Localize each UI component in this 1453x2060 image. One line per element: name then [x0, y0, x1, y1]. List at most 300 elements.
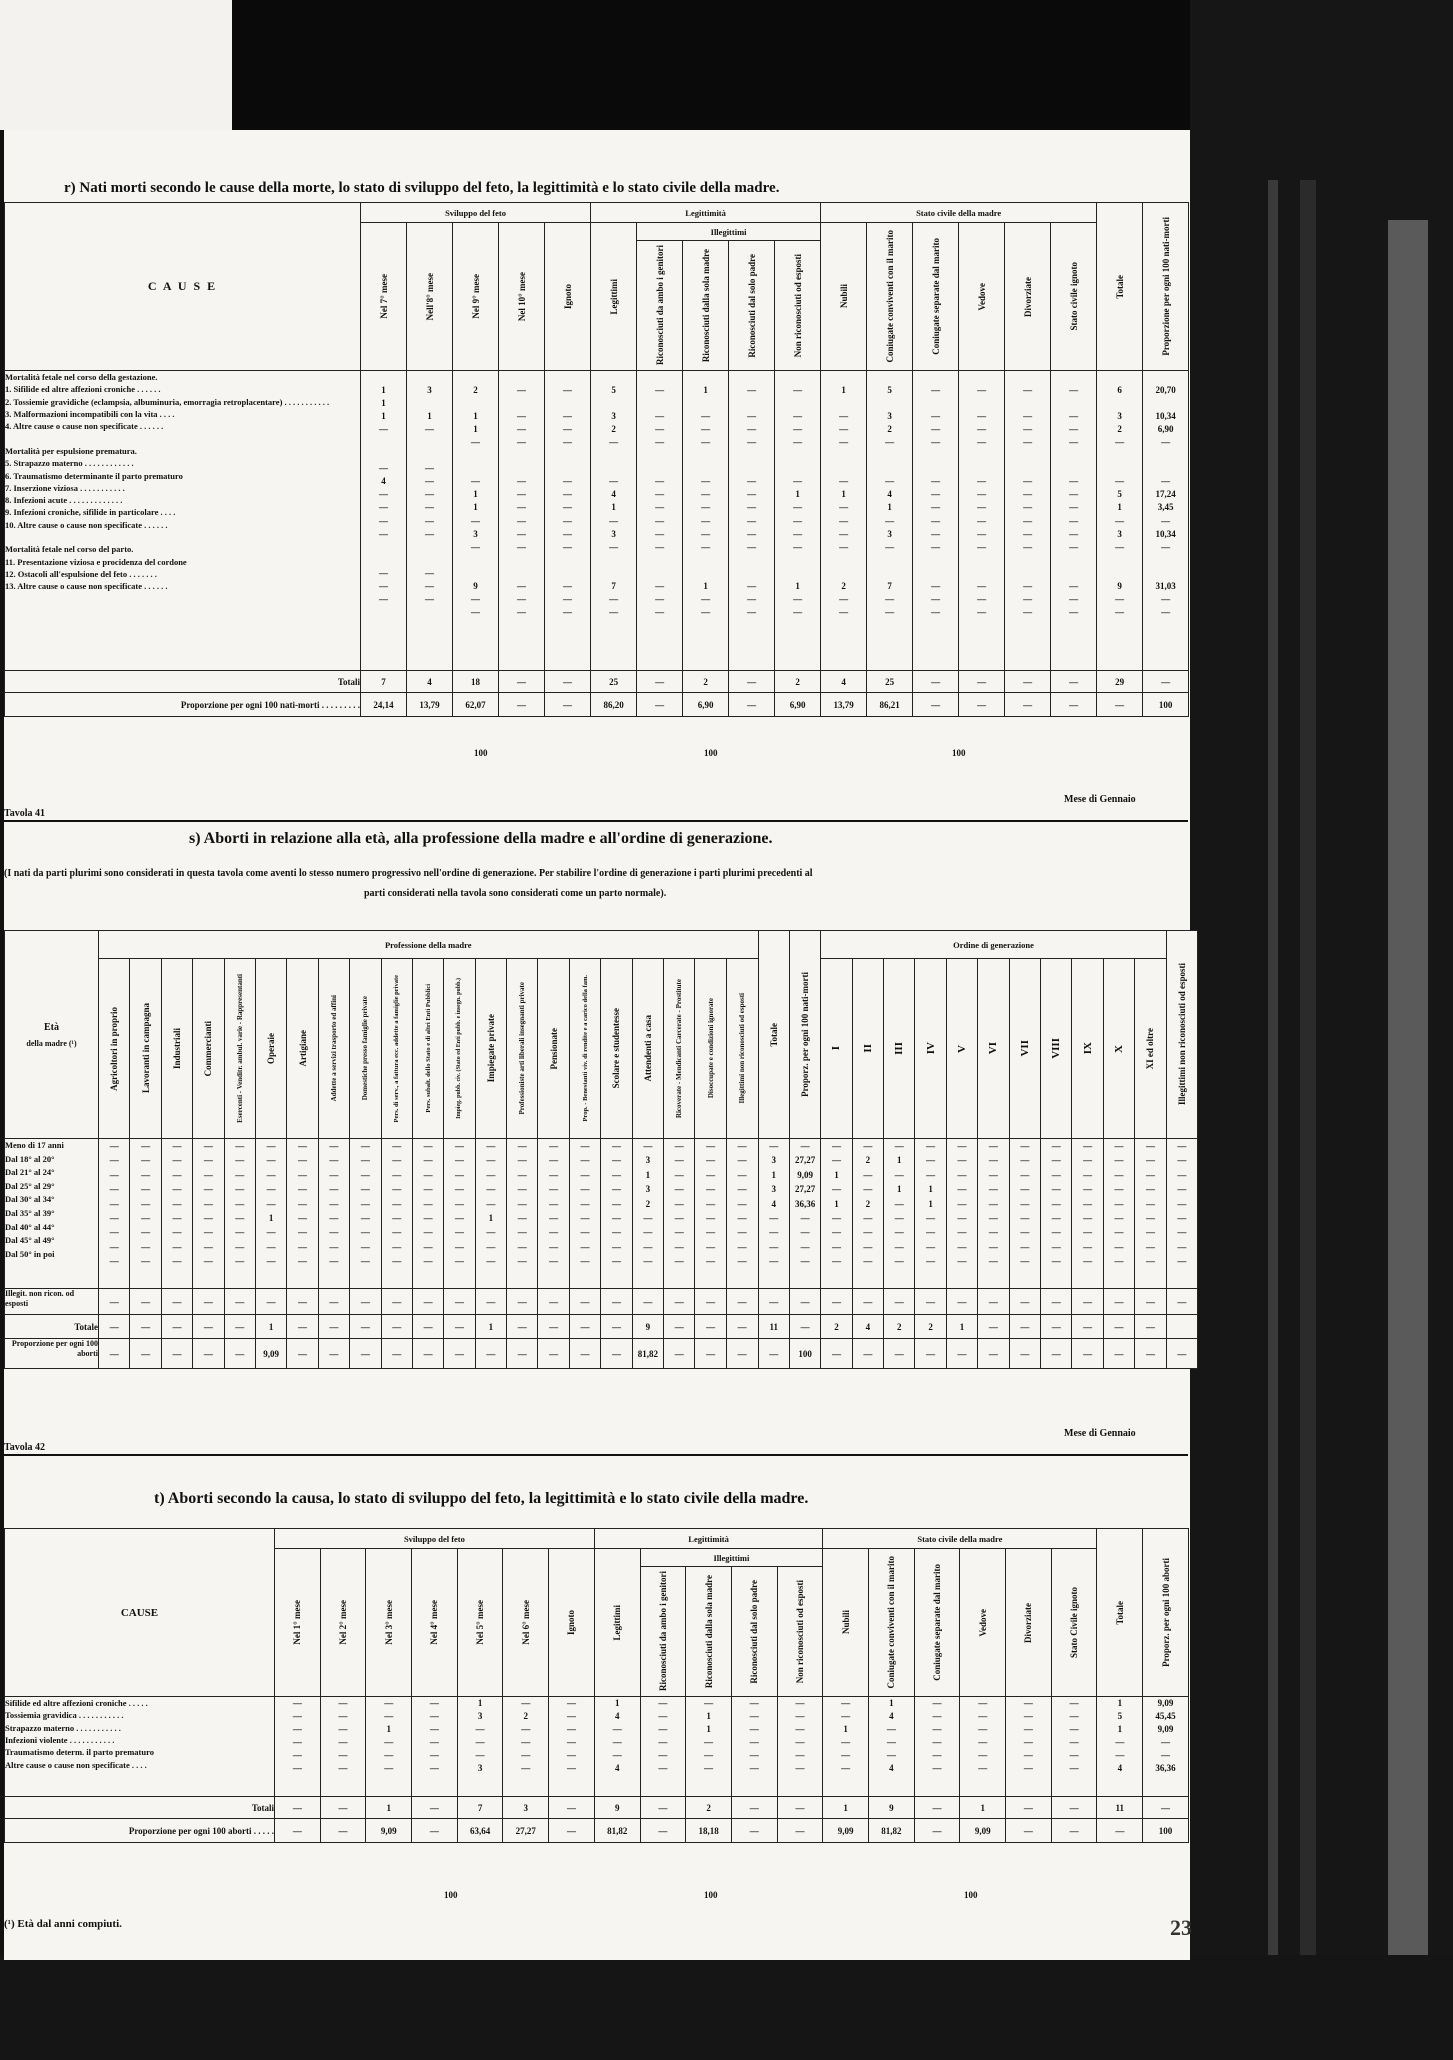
value-column: — 2 — — 2 — — — — [852, 1139, 883, 1289]
value-column: — — — 1 1 — — — — [915, 1139, 946, 1289]
total-cell: 11 [1097, 1797, 1143, 1819]
prop-cell: 6,90 [683, 693, 729, 717]
illegit-cell: — [287, 1289, 318, 1315]
total-cell: 1 [946, 1315, 977, 1339]
value-column: — — — — — — [640, 1697, 686, 1797]
total-cell: — [275, 1797, 321, 1819]
hundred-label: 100 [704, 1890, 718, 1900]
total-cell: 29 [1097, 671, 1143, 693]
value-column: — — — — — — — — — — — — — [913, 371, 959, 671]
col-header: Illegittimi non riconosciuti od esposti [1166, 931, 1197, 1139]
proportion-row [5, 1819, 1189, 1843]
total-cell: — [549, 1797, 595, 1819]
value-column: — 1 — 1 — — — — — [884, 1139, 915, 1289]
section-s-note: parti considerati nella tavola sono considerati come un parto normale). [364, 888, 667, 899]
total-cell: — [1051, 671, 1097, 693]
total-cell: — [1041, 1315, 1072, 1339]
col-header: Impieg. pubb. civ. (Stato ed Enti pubb. e insegn. pubb.) [444, 959, 475, 1139]
scan-fold-strip [1300, 180, 1316, 2060]
prop-cell: 13,79 [821, 693, 867, 717]
prop-cell: — [412, 1339, 443, 1369]
value-column: — 3 1 3 2 — — — — [632, 1139, 663, 1289]
col-header: Riconosciuti da ambo i genitori [637, 241, 683, 371]
totals-row [5, 671, 1189, 693]
proportion-label: Proporzione per ogni 100 nati-morti . . . . . . . . . [5, 693, 361, 717]
value-column: — — — — — — [1006, 1697, 1052, 1797]
prop-cell: — [1006, 1819, 1052, 1843]
scan-fold-strip [1388, 220, 1428, 2060]
total-cell: — [978, 1315, 1009, 1339]
illegit-cell: — [1166, 1289, 1197, 1315]
total-cell [1166, 1315, 1197, 1339]
prop-cell: — [193, 1339, 224, 1369]
prop-cell: — [852, 1339, 883, 1369]
prop-cell: — [475, 1339, 506, 1369]
total-cell: — [601, 1315, 632, 1339]
total-cell: — [1072, 1315, 1103, 1339]
illegit-cell: — [601, 1289, 632, 1315]
col-header: Coniugate separate dal marito [914, 1549, 960, 1697]
prop-cell: — [664, 1339, 695, 1369]
value-column: — — — — — 1 — — — [475, 1139, 506, 1289]
col-header: Riconosciuti dal solo padre [729, 241, 775, 371]
total-cell: 1 [960, 1797, 1006, 1819]
illegit-cell: — [130, 1289, 161, 1315]
proportion-label: Proporzione per ogni 100 aborti [5, 1339, 99, 1369]
illegit-label: Illegit. non ricon. od esposti [5, 1289, 99, 1315]
total-cell: — [507, 1315, 538, 1339]
total-cell: 1 [475, 1315, 506, 1339]
col-header: Nel 7° mese [361, 223, 407, 371]
value-column: — — — — — — [914, 1697, 960, 1797]
prop-cell: — [726, 1339, 758, 1369]
value-column: 1 — — — — — — — — — 1 — — [683, 371, 729, 671]
col-header: Ricoverate - Mendicanti Carcerate - Prostitute [664, 959, 695, 1139]
illegit-cell: — [789, 1289, 820, 1315]
col-header: V [946, 959, 977, 1139]
col-header: Riconosciuti dal solo padre [731, 1567, 777, 1697]
prop-cell: — [444, 1339, 475, 1369]
value-column: — — — — — — — — — [287, 1139, 318, 1289]
illegit-row [5, 1289, 1198, 1315]
col-header: Nubili [821, 223, 867, 371]
totals-row [5, 1315, 1198, 1339]
col-totale: Totale [1097, 1529, 1143, 1697]
illegit-cell: — [632, 1289, 663, 1315]
value-column: — — — — — — [777, 1697, 823, 1797]
prop-cell: — [913, 693, 959, 717]
illegit-cell: — [99, 1289, 130, 1315]
prop-cell: — [978, 1339, 1009, 1369]
illegit-cell: — [1041, 1289, 1072, 1315]
col-header: Nel 9° mese [453, 223, 499, 371]
value-column: — — — — — — — — — [538, 1139, 569, 1289]
total-cell: 9 [869, 1797, 915, 1819]
col-header: Proporz. per ogni 100 nati-morti [789, 931, 820, 1139]
col-header: Non riconosciuti od esposti [777, 1567, 823, 1697]
col-header: Domestiche presso famiglie private [350, 959, 381, 1139]
table-abortions-by-age [4, 930, 1198, 1369]
value-column: — — — — — — — — — — — — — [1051, 371, 1097, 671]
total-cell: — [161, 1315, 192, 1339]
eta-header: Età della madre (¹) [5, 931, 99, 1139]
group-professione: Professione della madre [99, 931, 759, 959]
col-header: Nel 4° mese [412, 1549, 458, 1697]
total-cell: — [913, 671, 959, 693]
illegit-cell: — [758, 1289, 789, 1315]
prop-cell: 18,18 [686, 1819, 732, 1843]
value-column: — — — — — — [549, 1697, 595, 1797]
prop-cell: — [549, 1819, 595, 1843]
totals-label: Totali [5, 671, 361, 693]
value-column: 1 5 1 — — 4 [1097, 1697, 1143, 1797]
table-body-row [5, 371, 1189, 671]
prop-cell: 24,14 [361, 693, 407, 717]
value-column: — — — — — — — — — [664, 1139, 695, 1289]
col-header: Nel 6° mese [503, 1549, 549, 1697]
value-column: — — — — — — — — — [161, 1139, 192, 1289]
group-ordine: Ordine di generazione [821, 931, 1166, 959]
table-stillbirths-by-cause [4, 202, 1189, 717]
total-cell: — [350, 1315, 381, 1339]
prop-cell: 81,82 [869, 1819, 915, 1843]
col-header: XI ed oltre [1135, 959, 1167, 1139]
value-column: 20,70 10,34 6,90 — — 17,24 3,45 — 10,34 — 31,03 — — [1143, 371, 1189, 671]
section-s-note: (I nati da parti plurimi sono considerati in questa tavola come aventi lo stesso numero progressivo nell'ordine di generazione. Per stabilire l'ordine di generazione i parti plurimi precedenti al [4, 868, 813, 879]
col-header: VI [978, 959, 1009, 1139]
value-column: — — — — — — — — — [412, 1139, 443, 1289]
col-header: Commercianti [193, 959, 224, 1139]
col-header: IX [1072, 959, 1103, 1139]
col-header: Coniugate conviventi con il marito [867, 223, 913, 371]
illegit-cell: — [884, 1289, 915, 1315]
prop-cell: — [499, 693, 545, 717]
total-cell: 2 [821, 1315, 852, 1339]
total-cell: — [777, 1797, 823, 1819]
total-cell: 4 [821, 671, 867, 693]
col-header: Ignoto [545, 223, 591, 371]
total-cell: — [320, 1797, 366, 1819]
prop-cell: 63,64 [457, 1819, 503, 1843]
prop-cell: 13,79 [407, 693, 453, 717]
prop-cell: 9,09 [960, 1819, 1006, 1843]
value-column: 3 1 — — — — — — — — — — [407, 371, 453, 671]
value-column: — — — — — — — — — [569, 1139, 600, 1289]
page-number: 23 [1170, 1915, 1192, 1940]
prop-cell: — [758, 1339, 789, 1369]
col-header: I [821, 959, 852, 1139]
illegit-cell: — [695, 1289, 726, 1315]
prop-cell: — [320, 1819, 366, 1843]
col-header: Nubili [823, 1549, 869, 1697]
value-column: — — — — — — — — — [381, 1139, 412, 1289]
col-header: Nel 5° mese [457, 1549, 503, 1697]
total-cell: 1 [366, 1797, 412, 1819]
total-cell: 3 [503, 1797, 549, 1819]
hundred-label: 100 [952, 748, 966, 758]
prop-cell: — [1005, 693, 1051, 717]
value-column: — — — — — — — — — [1041, 1139, 1072, 1289]
value-column: — — 1 — 1 — — — — [821, 1139, 852, 1289]
value-column: — — — — — — — — — — — — — [637, 371, 683, 671]
total-cell: — [287, 1315, 318, 1339]
section-r-title: r) Nati morti secondo le cause della morte, lo stato di sviluppo del feto, la legittimità e lo stato civile della madre. [64, 180, 780, 196]
col-header: Nel 2° mese [320, 1549, 366, 1697]
tavola-label: Tavola 41 [4, 808, 46, 819]
total-cell: 2 [683, 671, 729, 693]
footnote: (¹) Età dal anni compiuti. [4, 1918, 122, 1930]
illegit-cell: — [978, 1289, 1009, 1315]
value-column: — — — — — — [1051, 1697, 1097, 1797]
scan-fold-strip [1268, 180, 1278, 2060]
prop-cell: — [545, 693, 591, 717]
value-column: — — — — — — — — — [946, 1139, 977, 1289]
prop-cell: 86,21 [867, 693, 913, 717]
mese-label: Mese di Gennaio [1064, 794, 1136, 805]
prop-cell: — [640, 1819, 686, 1843]
value-column: — — — — — — — — — [444, 1139, 475, 1289]
col-header: Artigiane [287, 959, 318, 1139]
cause-header: CAUSE [5, 1529, 275, 1697]
col-header: Ignoto [549, 1549, 595, 1697]
prop-cell: 9,09 [366, 1819, 412, 1843]
illegit-cell: — [193, 1289, 224, 1315]
value-column: 1 1 1 — — 4 — — — — — — — [361, 371, 407, 671]
section-t-title: t) Aborti secondo la causa, lo stato di sviluppo del feto, la legittimità e lo stato civile della madre. [154, 1490, 809, 1507]
value-column: — — — — — — — — — [1009, 1139, 1040, 1289]
total-cell: — [914, 1797, 960, 1819]
total-cell: — [412, 1797, 458, 1819]
prop-cell: — [1097, 693, 1143, 717]
value-column: — — — — — — [412, 1697, 458, 1797]
col-header: Pers. subalt. dello Stato e di altri Enti Pubblici [412, 959, 443, 1139]
illegit-cell: — [224, 1289, 255, 1315]
scan-border-corner [0, 0, 232, 130]
col-header: Riconosciuti dalla sola madre [686, 1567, 732, 1697]
proportion-row [5, 1339, 1198, 1369]
illegit-cell: — [444, 1289, 475, 1315]
col-header: Nel 1° mese [275, 1549, 321, 1697]
value-column: — — — — — — — — — [695, 1139, 726, 1289]
illegit-cell: — [538, 1289, 569, 1315]
total-cell: 18 [453, 671, 499, 693]
col-header: Operaie [255, 959, 286, 1139]
document-page [4, 130, 1190, 1960]
col-header: Stato Civile ignoto [1051, 1549, 1097, 1697]
col-header: Professioniste arti liberali insegnanti private [507, 959, 538, 1139]
col-header: Totale [758, 931, 789, 1139]
total-cell: 2 [915, 1315, 946, 1339]
value-column: — — — — — — — — — [193, 1139, 224, 1289]
col-header: Pensionate [538, 959, 569, 1139]
value-column: 5 3 2 — — 4 1 — 3 — 7 — — [867, 371, 913, 671]
col-header: Disoccupate e condizioni ignorate [695, 959, 726, 1139]
illegit-cell: — [664, 1289, 695, 1315]
total-cell: — [569, 1315, 600, 1339]
col-header: Riconosciuti da ambo i genitori [640, 1567, 686, 1697]
total-cell: — [412, 1315, 443, 1339]
illegit-cell: — [569, 1289, 600, 1315]
value-column: 9,09 45,45 9,09 — — 36,36 [1143, 1697, 1189, 1797]
col-header: Impiegate private [475, 959, 506, 1139]
prop-cell: 81,82 [632, 1339, 663, 1369]
total-cell: — [99, 1315, 130, 1339]
value-column: — — — — — — — — — [224, 1139, 255, 1289]
total-cell: 7 [361, 671, 407, 693]
total-cell: — [1135, 1315, 1167, 1339]
prop-cell: — [1051, 693, 1097, 717]
illegit-cell: — [318, 1289, 349, 1315]
group-illegittimi: Illegittimi [640, 1549, 823, 1567]
value-column: 1 3 — — — 3 [457, 1697, 503, 1797]
total-cell: — [731, 1797, 777, 1819]
total-cell: 25 [591, 671, 637, 693]
prop-cell: — [637, 693, 683, 717]
prop-cell: — [287, 1339, 318, 1369]
total-cell: — [1143, 671, 1189, 693]
hundred-label: 100 [444, 1890, 458, 1900]
table-body-row [5, 1697, 1189, 1797]
prop-cell: — [569, 1339, 600, 1369]
group-sviluppo: Sviluppo del feto [275, 1529, 595, 1549]
prop-cell: — [729, 693, 775, 717]
total-cell: — [789, 1315, 820, 1339]
col-header: Vedove [959, 223, 1005, 371]
prop-cell: — [161, 1339, 192, 1369]
prop-cell: — [1051, 1819, 1097, 1843]
col-proporzione: Proporzione per ogni 100 nati-morti [1143, 203, 1189, 371]
hundred-label: 100 [964, 1890, 978, 1900]
value-column: — — — — — 1 — — — — 1 — — [775, 371, 821, 671]
group-stato-civile: Stato civile della madre [821, 203, 1097, 223]
value-column: — 27,27 9,09 27,27 36,36 — — — — [789, 1139, 820, 1289]
value-column: — — — — — — — — — [350, 1139, 381, 1289]
value-column: — — — — — — — — — [130, 1139, 161, 1289]
prop-cell: — [412, 1819, 458, 1843]
col-header: Esercenti - Venditr. ambul. varie - Rappresentanti [224, 959, 255, 1139]
prop-cell: 100 [789, 1339, 820, 1369]
totals-label: Totali [5, 1797, 275, 1819]
prop-cell: — [1041, 1339, 1072, 1369]
col-header: Legittimi [594, 1549, 640, 1697]
prop-cell: — [1103, 1339, 1134, 1369]
value-column: — — — — — — — — — [1166, 1139, 1197, 1289]
scan-border-bottom [0, 1955, 1453, 2060]
illegit-cell: — [161, 1289, 192, 1315]
mese-label: Mese di Gennaio [1064, 1428, 1136, 1439]
col-header: Vedove [960, 1549, 1006, 1697]
illegit-cell: — [507, 1289, 538, 1315]
proportion-label: Proporzione per ogni 100 aborti . . . . . [5, 1819, 275, 1843]
col-header: Prop. - Benestanti viv. di rendite e a carico della fam. [569, 959, 600, 1139]
section-rule [4, 820, 1188, 822]
col-totale: Totale [1097, 203, 1143, 371]
prop-cell: — [959, 693, 1005, 717]
value-column: — — 1 — — — [366, 1697, 412, 1797]
cause-list: Sifilide ed altre affezioni croniche . . . . . Tossiemia gravidica . . . . . . . . . . . Strapazzo materno . . . . . . . . . . . Infezioni violente . . . . . . . . . . . Traumatismo determ. il parto prematuro Altre cause o cause non specificate . . . . [5, 1697, 275, 1797]
prop-cell: — [538, 1339, 569, 1369]
value-column: — 1 1 — — — [686, 1697, 732, 1797]
table-abortions-by-cause [4, 1528, 1189, 1843]
cause-header: C A U S E [5, 203, 361, 371]
prop-cell: — [130, 1339, 161, 1369]
prop-cell: 86,20 [591, 693, 637, 717]
prop-cell: — [1135, 1339, 1167, 1369]
totals-row [5, 1797, 1189, 1819]
col-header: Pers. di serv., a fattura ecc. addette a famiglie private [381, 959, 412, 1139]
group-illegittimi: Illegittimi [637, 223, 821, 241]
col-header: Divorziate [1005, 223, 1051, 371]
value-column: — — — — — — [731, 1697, 777, 1797]
prop-cell: — [1166, 1339, 1197, 1369]
prop-cell: — [275, 1819, 321, 1843]
total-cell: 4 [407, 671, 453, 693]
value-column: 2 1 1 — — 1 1 — 3 — 9 — — [453, 371, 499, 671]
prop-cell: 100 [1143, 1819, 1189, 1843]
value-column: — — — — — — — — — [1103, 1139, 1134, 1289]
prop-cell: 9,09 [255, 1339, 286, 1369]
illegit-cell: — [412, 1289, 443, 1315]
col-header: Lavoranti in campagna [130, 959, 161, 1139]
col-header: III [884, 959, 915, 1139]
prop-cell: — [821, 1339, 852, 1369]
cause-list: Mortalità fetale nel corso della gestazione. 1. Sifilide ed altre affezioni croniche . . . . . . 2. Tossiemie gravidiche (eclampsia, albuminuria, emorragia retroplacentare) . . . . . . . . . . . 3. Malformazioni incompatibili con la vita . . . . 4. Altre cause o cause non specificate . . . . . . Mortalità per espulsione prematura. 5. Strapazzo materno . . . . . . . . . . . . 6. Traumatismo determinante il parto prematuro 7. Inserzione viziosa . . . . . . . . . . . 8. Infezioni acute . . . . . . . . . . . . . 9. Infezioni croniche, sifilide in particolare . . . . 10. Altre cause o cause non specificate . . . . . . Mortalità fetale nel corso del parto. 11. Presentazione viziosa e procidenza del cordone 12. Ostacoli all'espulsione del feto . . . . . . . 13. Altre cause o cause non specificate . . . . . . [5, 371, 361, 671]
total-cell: — [381, 1315, 412, 1339]
prop-cell: — [99, 1339, 130, 1369]
group-legittimita: Legittimità [591, 203, 821, 223]
illegit-cell: — [726, 1289, 758, 1315]
col-header: Attendenti a casa [632, 959, 663, 1139]
total-cell: — [959, 671, 1005, 693]
total-cell: — [499, 671, 545, 693]
col-header: X [1103, 959, 1134, 1139]
total-cell: 9 [632, 1315, 663, 1339]
illegit-cell: — [821, 1289, 852, 1315]
total-cell: 11 [758, 1315, 789, 1339]
value-column: — — — — — — — — — — — — — [1005, 371, 1051, 671]
total-cell: 25 [867, 671, 913, 693]
col-header: Coniugate separate dal marito [913, 223, 959, 371]
col-header: Riconosciuti dalla sola madre [683, 241, 729, 371]
value-column: — — — — — — — — — [507, 1139, 538, 1289]
section-rule [4, 1454, 1188, 1456]
total-cell: 4 [852, 1315, 883, 1339]
col-header: Coniugate conviventi con il marito [869, 1549, 915, 1697]
group-stato-civile: Stato civile della madre [823, 1529, 1097, 1549]
col-header: Nel 3° mese [366, 1549, 412, 1697]
col-header: II [852, 959, 883, 1139]
totals-label: Totale [5, 1315, 99, 1339]
col-header: Divorziate [1006, 1549, 1052, 1697]
value-column: 1 4 — — — 4 [869, 1697, 915, 1797]
total-cell: — [1143, 1797, 1189, 1819]
total-cell: — [664, 1315, 695, 1339]
prop-cell: — [1009, 1339, 1040, 1369]
total-cell: — [1009, 1315, 1040, 1339]
value-column: — — — — — — [320, 1697, 366, 1797]
prop-cell: — [507, 1339, 538, 1369]
value-column: — — — — — — [275, 1697, 321, 1797]
total-cell: — [637, 671, 683, 693]
illegit-cell: — [852, 1289, 883, 1315]
illegit-cell: — [255, 1289, 286, 1315]
age-body-row [5, 1139, 1198, 1289]
col-header: VIII [1041, 959, 1072, 1139]
value-column: — — — — — — — — — [726, 1139, 758, 1289]
prop-cell: — [381, 1339, 412, 1369]
col-header: Legittimi [591, 223, 637, 371]
illegit-cell: — [1072, 1289, 1103, 1315]
